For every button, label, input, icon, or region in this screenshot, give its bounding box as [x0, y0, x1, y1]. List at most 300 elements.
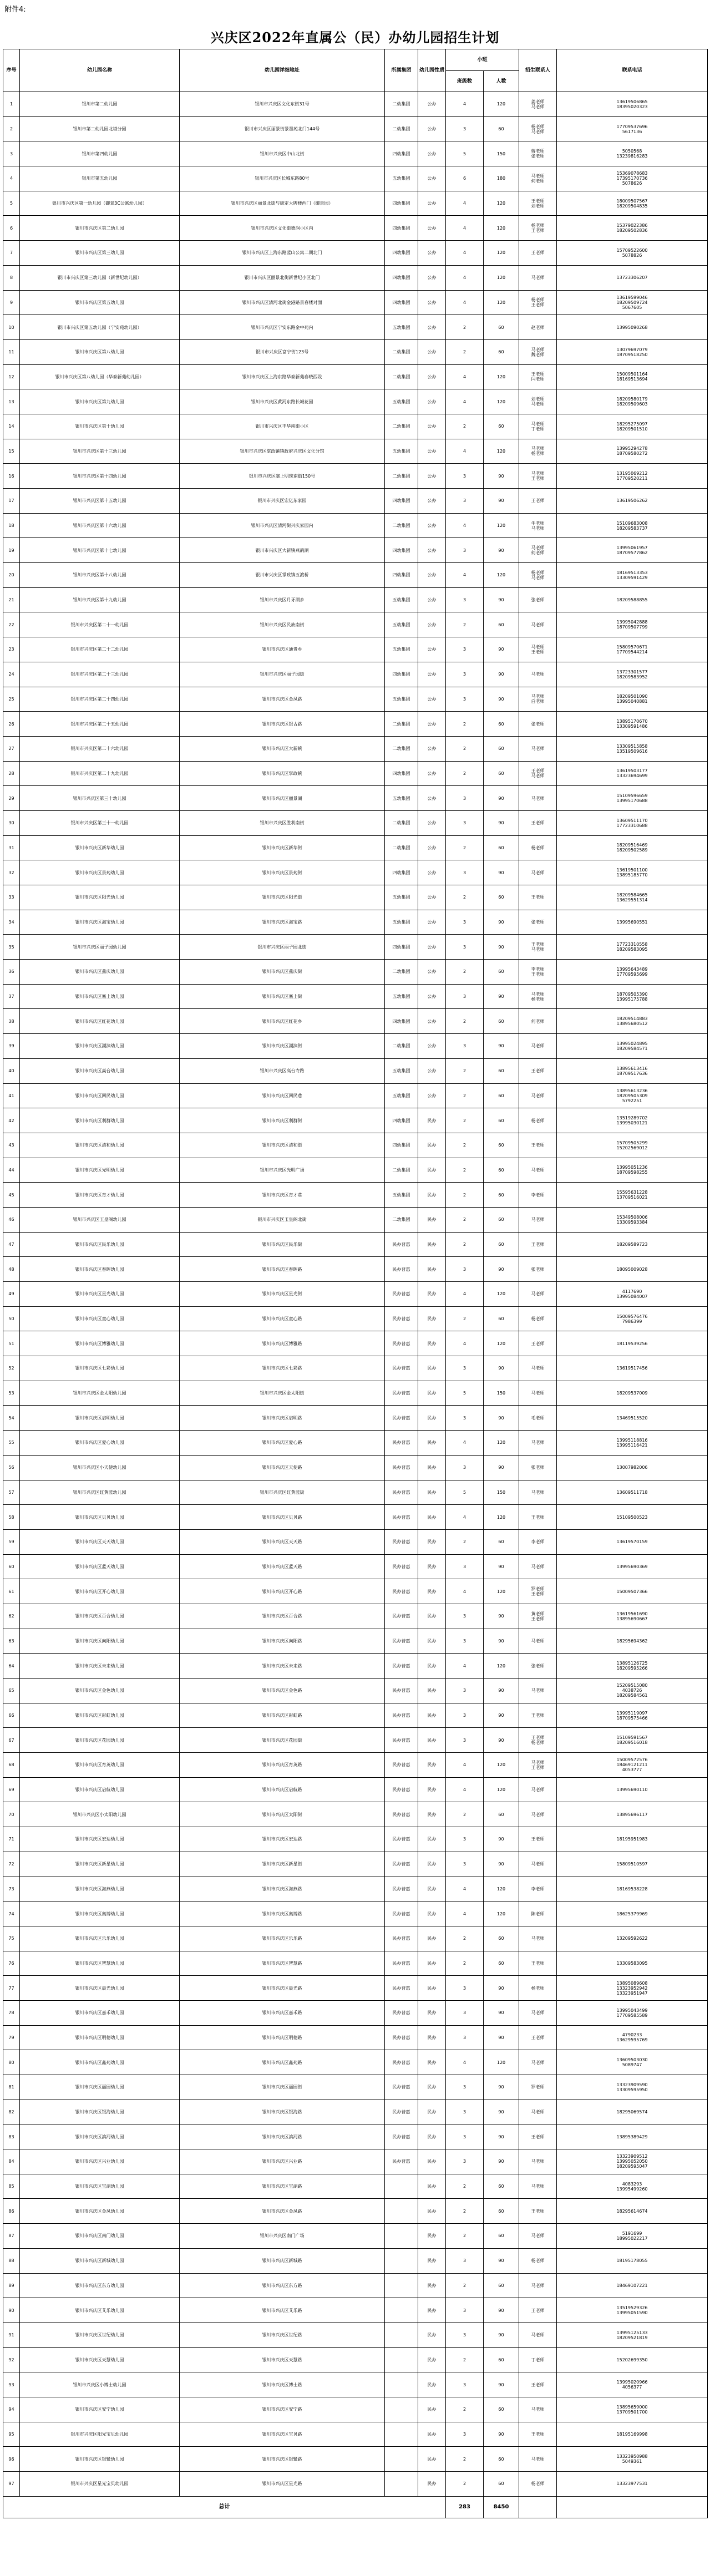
- cell-classes: 3: [446, 1554, 484, 1579]
- cell-nature: 公办: [418, 736, 446, 761]
- table-row: [3, 464, 708, 489]
- cell-no: 3: [3, 141, 20, 166]
- cell-classes: 3: [446, 2298, 484, 2323]
- cell-no: 61: [3, 1579, 20, 1604]
- cell-nature: 公办: [418, 563, 446, 588]
- cell-address: 银川市兴庆区金凤路: [180, 2199, 385, 2224]
- cell-name: 银川市兴庆区开心幼儿园: [20, 1579, 180, 1604]
- cell-address: 银川市兴庆区艾乐路: [180, 2298, 385, 2323]
- table-row: [3, 1901, 708, 1926]
- cell-nature: 民办: [418, 1802, 446, 1827]
- cell-nature: 民办: [418, 2347, 446, 2372]
- cell-nature: 民办: [418, 2273, 446, 2298]
- cell-people: 90: [484, 1728, 519, 1753]
- cell-name: 银川市兴庆区博雅幼儿园: [20, 1331, 180, 1356]
- table-row: [3, 2472, 708, 2497]
- cell-no: 91: [3, 2323, 20, 2347]
- cell-name: 银川市兴庆区第三十一幼儿园: [20, 810, 180, 835]
- cell-address: 银川市兴庆区宏亿东家园: [180, 489, 385, 514]
- cell-phone: 4790233 13629595769: [557, 2025, 708, 2050]
- cell-address: 银川市兴庆区丽景北街新世纪小区北门: [180, 265, 385, 290]
- cell-nature: 公办: [418, 364, 446, 389]
- cell-contact: 马老师: [519, 2100, 557, 2124]
- table-row: [3, 1009, 708, 1034]
- cell-address: 银川市兴庆区东方路: [180, 2273, 385, 2298]
- cell-people: 60: [484, 414, 519, 439]
- cell-no: 79: [3, 2025, 20, 2050]
- table-row: [3, 141, 708, 166]
- cell-phone: 15809570671 17709544214: [557, 637, 708, 662]
- cell-name: 银川市兴庆区小博士幼儿园: [20, 2372, 180, 2397]
- cell-group: 民办普惠: [385, 1505, 418, 1530]
- cell-group: 五幼集团: [385, 637, 418, 662]
- cell-address: 银川市兴庆区掌政镇镇政府兴庆区文化分馆: [180, 439, 385, 464]
- cell-phone: 18295069574: [557, 2100, 708, 2124]
- cell-classes: 2: [446, 2273, 484, 2298]
- cell-address: 银川市兴庆区民族南街: [180, 612, 385, 637]
- cell-group: 四幼集团: [385, 662, 418, 687]
- cell-name: 银川市兴庆区奥博幼儿园: [20, 1901, 180, 1926]
- cell-nature: 民办: [418, 1877, 446, 1901]
- cell-contact: 李老师: [519, 1529, 557, 1554]
- cell-nature: 民办: [418, 1604, 446, 1629]
- cell-name: 银川市兴庆区第十九幼儿园: [20, 587, 180, 612]
- cell-contact: 马老师 丁老师: [519, 414, 557, 439]
- cell-contact: 何老师: [519, 1009, 557, 1034]
- cell-contact: 赵老师: [519, 315, 557, 340]
- cell-no: 81: [3, 2075, 20, 2100]
- table-row: [3, 2075, 708, 2100]
- cell-address: 银川市兴庆区七彩路: [180, 1356, 385, 1381]
- cell-contact: 马老师: [519, 1629, 557, 1654]
- cell-name: 银川市兴庆区晨光幼儿园: [20, 1976, 180, 2001]
- cell-contact: 马老师: [519, 1480, 557, 1505]
- cell-name: 银川市兴庆区新华幼儿园: [20, 835, 180, 860]
- cell-group: 五幼集团: [385, 439, 418, 464]
- cell-people: 60: [484, 1529, 519, 1554]
- cell-classes: 3: [446, 935, 484, 960]
- cell-people: 90: [484, 1679, 519, 1703]
- cell-nature: 民办: [418, 2000, 446, 2025]
- cell-people: 60: [484, 116, 519, 141]
- cell-group: 二幼集团: [385, 92, 418, 117]
- cell-contact: 马老师 王老师: [519, 1753, 557, 1778]
- cell-no: 30: [3, 810, 20, 835]
- cell-people: 60: [484, 2174, 519, 2199]
- cell-nature: 公办: [418, 935, 446, 960]
- cell-people: 90: [484, 1554, 519, 1579]
- cell-group: 五幼集团: [385, 1183, 418, 1208]
- cell-name: 银川市兴庆区第二十一幼儿园: [20, 612, 180, 637]
- cell-name: 银川市兴庆区第八幼儿园（华泰新苑幼儿园）: [20, 364, 180, 389]
- cell-nature: 民办: [418, 1306, 446, 1331]
- cell-no: 11: [3, 339, 20, 364]
- cell-group: 二幼集团: [385, 712, 418, 737]
- cell-name: 银川市兴庆区春晖幼儿园: [20, 1257, 180, 1282]
- cell-contact: 王老师: [519, 1505, 557, 1530]
- cell-name: 银川市兴庆区启明幼儿园: [20, 1406, 180, 1431]
- cell-no: 53: [3, 1381, 20, 1406]
- cell-classes: 3: [446, 2075, 484, 2100]
- cell-group: 五幼集团: [385, 612, 418, 637]
- cell-people: 120: [484, 216, 519, 241]
- cell-contact: 马老师: [519, 1679, 557, 1703]
- cell-group: [385, 2298, 418, 2323]
- cell-phone: 15709522600 5078826: [557, 241, 708, 266]
- cell-people: 60: [484, 339, 519, 364]
- cell-contact: 马老师: [519, 1431, 557, 1456]
- cell-group: 民办普惠: [385, 1604, 418, 1629]
- cell-name: 银川市兴庆区高台幼儿园: [20, 1058, 180, 1083]
- cell-nature: 民办: [418, 2124, 446, 2149]
- cell-address: 银川市兴庆区胜利南街: [180, 810, 385, 835]
- cell-nature: 公办: [418, 984, 446, 1009]
- cell-contact: 张老师: [519, 712, 557, 737]
- cell-contact: 杨老师: [519, 1306, 557, 1331]
- cell-classes: 3: [446, 1703, 484, 1728]
- cell-nature: 公办: [418, 141, 446, 166]
- cell-contact: 马老师: [519, 1034, 557, 1059]
- cell-nature: 民办: [418, 1505, 446, 1530]
- cell-phone: 4117690 13995084007: [557, 1282, 708, 1307]
- cell-no: 47: [3, 1232, 20, 1257]
- cell-address: 银川市兴庆区启航路: [180, 1777, 385, 1802]
- cell-name: 银川市兴庆区新城幼儿园: [20, 2248, 180, 2273]
- cell-phone: 17723310558 18209583095: [557, 935, 708, 960]
- cell-contact: 马老师: [519, 1158, 557, 1183]
- cell-nature: 公办: [418, 810, 446, 835]
- cell-name: 银川市第四幼儿园: [20, 141, 180, 166]
- cell-name: 银川市兴庆区金凤幼儿园: [20, 2199, 180, 2224]
- table-row: [3, 2149, 708, 2174]
- cell-no: 34: [3, 910, 20, 935]
- cell-phone: 13895389429: [557, 2124, 708, 2149]
- cell-people: 90: [484, 2323, 519, 2347]
- cell-nature: 民办: [418, 1926, 446, 1951]
- cell-address: 银川市兴庆区玉皇阁北街: [180, 1207, 385, 1232]
- cell-group: 二幼集团: [385, 513, 418, 538]
- table-row: [3, 1034, 708, 1059]
- cell-people: 120: [484, 265, 519, 290]
- cell-no: 51: [3, 1331, 20, 1356]
- cell-name: 银川市兴庆区红花幼儿园: [20, 1009, 180, 1034]
- cell-group: 五幼集团: [385, 687, 418, 712]
- cell-classes: 2: [446, 1009, 484, 1034]
- cell-nature: 公办: [418, 290, 446, 315]
- cell-name: 银川市兴庆区花园幼儿园: [20, 1728, 180, 1753]
- cell-address: 银川市兴庆区爱心路: [180, 1431, 385, 1456]
- cell-phone: 18709505390 13995175788: [557, 984, 708, 1009]
- cell-nature: 公办: [418, 439, 446, 464]
- cell-nature: 民办: [418, 1183, 446, 1208]
- cell-classes: 3: [446, 1852, 484, 1877]
- cell-group: [385, 2273, 418, 2298]
- cell-group: 民办普惠: [385, 2075, 418, 2100]
- cell-contact: 王老师: [519, 885, 557, 910]
- cell-nature: 民办: [418, 1381, 446, 1406]
- cell-nature: 民办: [418, 1331, 446, 1356]
- table-row: [3, 414, 708, 439]
- cell-nature: 民办: [418, 2472, 446, 2497]
- table-row: [3, 364, 708, 389]
- cell-group: 四幼集团: [385, 860, 418, 885]
- cell-group: 四幼集团: [385, 538, 418, 563]
- table-row: [3, 1207, 708, 1232]
- cell-no: 22: [3, 612, 20, 637]
- cell-people: 90: [484, 2000, 519, 2025]
- cell-people: 90: [484, 1356, 519, 1381]
- cell-group: [385, 2323, 418, 2347]
- cell-classes: 3: [446, 2372, 484, 2397]
- cell-no: 42: [3, 1108, 20, 1133]
- table-row: [3, 389, 708, 414]
- cell-classes: 2: [446, 2472, 484, 2497]
- cell-address: 银川市兴庆区滨河路: [180, 2124, 385, 2149]
- table-row: [3, 2248, 708, 2273]
- cell-name: 银川市兴庆区第五幼儿园: [20, 290, 180, 315]
- cell-phone: 18095009028: [557, 1257, 708, 1282]
- cell-no: 73: [3, 1877, 20, 1901]
- cell-contact: 张老师: [519, 1654, 557, 1679]
- cell-no: 13: [3, 389, 20, 414]
- cell-no: 36: [3, 960, 20, 985]
- cell-classes: 3: [446, 1604, 484, 1629]
- cell-no: 10: [3, 315, 20, 340]
- cell-group: 二幼集团: [385, 736, 418, 761]
- cell-classes: 2: [446, 2397, 484, 2422]
- cell-nature: 民办: [418, 1232, 446, 1257]
- cell-phone: 18295275097 18209501510: [557, 414, 708, 439]
- cell-group: 民办普惠: [385, 1951, 418, 1976]
- cell-group: 二幼集团: [385, 960, 418, 985]
- table-row: [3, 1331, 708, 1356]
- cell-classes: 4: [446, 92, 484, 117]
- cell-name: 银川市兴庆区育才幼儿园: [20, 1183, 180, 1208]
- cell-no: 84: [3, 2149, 20, 2174]
- cell-nature: 公办: [418, 538, 446, 563]
- cell-no: 29: [3, 786, 20, 811]
- cell-phone: 13995061957 18709577862: [557, 538, 708, 563]
- table-row: [3, 1505, 708, 1530]
- cell-nature: 公办: [418, 489, 446, 514]
- cell-no: 39: [3, 1034, 20, 1059]
- table-row: [3, 1679, 708, 1703]
- cell-classes: 4: [446, 241, 484, 266]
- cell-classes: 2: [446, 1529, 484, 1554]
- cell-address: 银川市兴庆区蓝天路: [180, 1554, 385, 1579]
- cell-nature: 公办: [418, 860, 446, 885]
- cell-nature: 公办: [418, 1034, 446, 1059]
- cell-people: 60: [484, 2447, 519, 2472]
- table-row: [3, 2397, 708, 2422]
- cell-phone: 18209588855: [557, 587, 708, 612]
- table-row: [3, 1083, 708, 1108]
- table-row: [3, 2025, 708, 2050]
- cell-address: 银川市兴庆区世纪路: [180, 2323, 385, 2347]
- cell-name: 银川市兴庆区未来幼儿园: [20, 1654, 180, 1679]
- cell-address: 银川市兴庆区星光路: [180, 2472, 385, 2497]
- cell-nature: 民办: [418, 1406, 446, 1431]
- cell-contact: 杨老师: [519, 835, 557, 860]
- cell-nature: 民办: [418, 2149, 446, 2174]
- cell-name: 银川市兴庆区第十三幼儿园: [20, 439, 180, 464]
- cell-people: 90: [484, 1976, 519, 2001]
- cell-people: 120: [484, 2050, 519, 2075]
- cell-classes: 3: [446, 1455, 484, 1480]
- cell-classes: 4: [446, 265, 484, 290]
- cell-nature: 公办: [418, 315, 446, 340]
- table-row: [3, 1257, 708, 1282]
- cell-no: 63: [3, 1629, 20, 1654]
- cell-no: 2: [3, 116, 20, 141]
- cell-group: 民办普惠: [385, 1654, 418, 1679]
- cell-name: 银川市兴庆区海宝幼儿园: [20, 910, 180, 935]
- cell-name: 银川市兴庆区启航幼儿园: [20, 1777, 180, 1802]
- cell-name: 银川市兴庆区艾乐幼儿园: [20, 2298, 180, 2323]
- cell-name: 银川市兴庆区第二十四幼儿园: [20, 687, 180, 712]
- cell-group: 二幼集团: [385, 339, 418, 364]
- cell-contact: 王老师: [519, 2199, 557, 2224]
- cell-classes: 3: [446, 2025, 484, 2050]
- cell-group: 民办普惠: [385, 1554, 418, 1579]
- cell-address: 银川市兴庆区兴业路: [180, 2149, 385, 2174]
- cell-contact: 马老师: [519, 1852, 557, 1877]
- cell-classes: 3: [446, 1976, 484, 2001]
- cell-people: 90: [484, 464, 519, 489]
- cell-contact: 马老师: [519, 786, 557, 811]
- cell-nature: 民办: [418, 2372, 446, 2397]
- cell-classes: 3: [446, 2149, 484, 2174]
- cell-group: 二幼集团: [385, 1207, 418, 1232]
- table-row: [3, 1554, 708, 1579]
- cell-nature: 公办: [418, 910, 446, 935]
- cell-contact: 王老师: [519, 2298, 557, 2323]
- cell-address: 银川市兴庆区育才巷: [180, 1183, 385, 1208]
- cell-nature: 民办: [418, 1133, 446, 1158]
- table-row: [3, 489, 708, 514]
- cell-contact: 王老师: [519, 1951, 557, 1976]
- cell-no: 44: [3, 1158, 20, 1183]
- cell-phone: 15379022386 18209502836: [557, 216, 708, 241]
- cell-phone: 13895126725 18209595266: [557, 1654, 708, 1679]
- cell-classes: 3: [446, 1728, 484, 1753]
- cell-people: 120: [484, 389, 519, 414]
- cell-nature: 民办: [418, 1282, 446, 1307]
- cell-people: 90: [484, 587, 519, 612]
- cell-group: 民办普惠: [385, 1529, 418, 1554]
- cell-nature: 民办: [418, 2422, 446, 2447]
- cell-name: 银川市兴庆区鑫苑幼儿园: [20, 2050, 180, 2075]
- cell-people: 90: [484, 2298, 519, 2323]
- cell-group: 民办普惠: [385, 2050, 418, 2075]
- cell-contact: 马老师 何老师: [519, 166, 557, 191]
- cell-address: 银川市兴庆区新星街: [180, 1852, 385, 1877]
- cell-address: 银川市兴庆区启明路: [180, 1406, 385, 1431]
- cell-group: 四幼集团: [385, 141, 418, 166]
- cell-name: 银川市兴庆区金太阳幼儿园: [20, 1381, 180, 1406]
- cell-group: 民办普惠: [385, 1406, 418, 1431]
- cell-classes: 3: [446, 1356, 484, 1381]
- cell-people: 120: [484, 191, 519, 216]
- cell-classes: 2: [446, 1306, 484, 1331]
- table-row: [3, 1629, 708, 1654]
- cell-people: 90: [484, 2149, 519, 2174]
- cell-nature: 公办: [418, 712, 446, 737]
- cell-group: 民办普惠: [385, 1877, 418, 1901]
- cell-nature: 民办: [418, 1777, 446, 1802]
- cell-nature: 民办: [418, 1753, 446, 1778]
- cell-name: 银川市兴庆区宝湖幼儿园: [20, 2174, 180, 2199]
- cell-address: 银川市兴庆区文化街德润小区内: [180, 216, 385, 241]
- table-row: [3, 2124, 708, 2149]
- cell-address: 银川市兴庆区清河街兴庆家园内: [180, 513, 385, 538]
- cell-classes: 4: [446, 191, 484, 216]
- cell-address: 银川市兴庆区银海路: [180, 2100, 385, 2124]
- cell-no: 93: [3, 2372, 20, 2397]
- cell-classes: 4: [446, 563, 484, 588]
- cell-phone: 13209592622: [557, 1926, 708, 1951]
- cell-people: 180: [484, 166, 519, 191]
- cell-address: 银川市兴庆区博士路: [180, 2372, 385, 2397]
- header-no: 序号: [3, 49, 20, 92]
- cell-people: 60: [484, 1232, 519, 1257]
- cell-no: 26: [3, 712, 20, 737]
- cell-classes: 2: [446, 1926, 484, 1951]
- cell-name: 银川市兴庆区阳光宝贝幼儿园: [20, 2422, 180, 2447]
- cell-classes: 4: [446, 513, 484, 538]
- cell-contact: 张老师: [519, 910, 557, 935]
- table-row: [3, 538, 708, 563]
- cell-people: 60: [484, 1108, 519, 1133]
- cell-address: 银川市兴庆区开心路: [180, 1579, 385, 1604]
- cell-phone: 13619501100 13895185770: [557, 860, 708, 885]
- cell-no: 65: [3, 1679, 20, 1703]
- cell-group: 民办普惠: [385, 1232, 418, 1257]
- cell-nature: 公办: [418, 464, 446, 489]
- cell-address: 银川市兴庆区民乐街: [180, 1232, 385, 1257]
- cell-classes: 2: [446, 835, 484, 860]
- cell-classes: 3: [446, 984, 484, 1009]
- cell-classes: 4: [446, 1753, 484, 1778]
- cell-phone: 15369078683 17395170736 5078626: [557, 166, 708, 191]
- cell-phone: 13895089608 13323952942 13323951947: [557, 1976, 708, 2001]
- cell-address: 银川市兴庆区宝湖路: [180, 2174, 385, 2199]
- cell-phone: 15009572576 18469121211 4053777: [557, 1753, 708, 1778]
- cell-people: 90: [484, 2100, 519, 2124]
- cell-address: 银川市兴庆区上海东路华泰新苑春晓西段: [180, 364, 385, 389]
- cell-contact: 张老师: [519, 587, 557, 612]
- table-row: [3, 2000, 708, 2025]
- table-row: [3, 1183, 708, 1208]
- cell-people: 60: [484, 315, 519, 340]
- cell-no: 6: [3, 216, 20, 241]
- cell-no: 32: [3, 860, 20, 885]
- cell-phone: 13995119097 18709575466: [557, 1703, 708, 1728]
- table-row: [3, 1777, 708, 1802]
- cell-address: 银川市兴庆区湖滨街: [180, 1034, 385, 1059]
- cell-address: 银川市兴庆区红黄蓝街: [180, 1480, 385, 1505]
- cell-address: 银川市兴庆区丽园街: [180, 2075, 385, 2100]
- cell-contact: 杨老师: [519, 2472, 557, 2497]
- cell-people: 60: [484, 1058, 519, 1083]
- cell-people: 90: [484, 2248, 519, 2273]
- cell-phone: 13995042888 18709507799: [557, 612, 708, 637]
- cell-group: 民办普惠: [385, 1331, 418, 1356]
- cell-group: [385, 2472, 418, 2497]
- cell-address: 银川市兴庆区童心路: [180, 1306, 385, 1331]
- cell-group: 五幼集团: [385, 389, 418, 414]
- cell-people: 90: [484, 687, 519, 712]
